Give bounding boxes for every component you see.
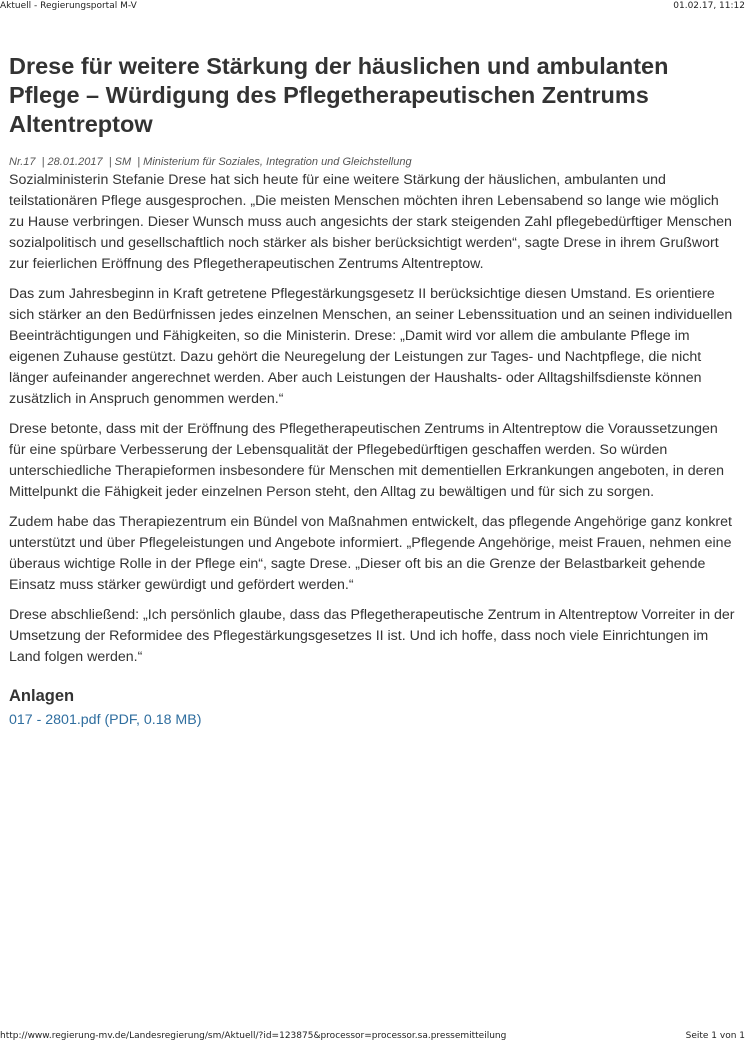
article-paragraph: Sozialministerin Stefanie Drese hat sich heute für eine weitere Stärkung der häuslichen, ambulanten und teilstationären Pflege ausgesprochen. „Die meisten Menschen möchten ihren Lebensabend so lange wie möglich zu Hause verbringen. Dieser Wunsch muss auch angesichts der stark steigenden Zahl pflegebedürftiger Menschen sozialpolitisch und gesellschaftlich noch stärker als bisher berücksichtigt werden“, sagte Drese in ihrem Grußwort zur feierlichen Eröffnung des Pflegetherapeutischen Zentrums Altentreptow.: [9, 172, 732, 272]
article-meta: [9, 155, 737, 169]
meta-separator: |: [131, 156, 144, 168]
article-paragraph: Das zum Jahresbeginn in Kraft getretene Pflegestärkungsgesetz II berücksichtige diesen Umstand. Es orientiere sich stärker an den Bedürfnissen jedes einzelnen Menschen, an seiner Lebenssituation und an seinen individuellen Beeinträchtigungen und Fähigkeiten, so die Ministerin. Drese: „Damit wird vor allem die ambulante Pflege im eigenen Zuhause gestützt. Dazu gehört die Neuregelung der Leistungen zur Tages- und Nachtpflege, die nicht länger aufeinander angerechnet werden. Aber auch Leistungen der Haushalts- oder Alltagshilfsdienste können zusätzlich in Anspruch genommen werden.“: [9, 286, 733, 407]
print-header-title: Aktuell - Regierungsportal M-V: [0, 1, 137, 11]
ministry-name: Ministerium für Soziales, Integration und Gleichstellung: [143, 156, 412, 168]
print-header-datetime: 01.02.17, 11:12: [673, 1, 745, 11]
article: [9, 52, 737, 731]
attachments-heading: Anlagen: [9, 687, 75, 705]
print-footer-url: http://www.regierung-mv.de/Landesregierung/sm/Aktuell/?id=123875&processor=processor.sa.pressemitteilung: [0, 1031, 507, 1041]
attachment-pdf-link[interactable]: 017 - 2801.pdf (PDF, 0.18 MB): [9, 712, 202, 728]
meta-separator: |: [102, 156, 115, 168]
article-paragraph: Zudem habe das Therapiezentrum ein Bündel von Maßnahmen entwickelt, das pflegende Angehörige ganz konkret unterstützt und über Pflegeleistungen und Angebote informiert. „Pflegende Angehörige, meist Frauen, nehmen eine überaus wichtige Rolle in der Pflege ein“, sagte Drese. „Dieser oft bis an die Grenze der Belastbarkeit gehende Einsatz muss stärker gewürdigt und gefördert werden.“: [9, 514, 732, 593]
print-footer-page: Seite 1 von 1: [685, 1031, 745, 1041]
department-short: SM: [114, 156, 132, 168]
article-paragraph: Drese betonte, dass mit der Eröffnung des Pflegetherapeutischen Zentrums in Altentreptow die Voraussetzungen für eine spürbare Verbesserung der Lebensqualität der Pflegebedürftigen geschaffen werden. So würden unterschiedliche Therapieformen insbesondere für Menschen mit dementiellen Erkrankungen angeboten, in deren Mittelpunkt die Fähigkeit jeder einzelnen Person steht, den Alltag zu bewältigen und für sich zu sorgen.: [9, 421, 725, 500]
publication-date: 28.01.2017: [47, 156, 103, 168]
meta-separator: |: [35, 156, 48, 168]
press-release-number: Nr.17: [9, 156, 36, 168]
article-paragraph: Drese abschließend: „Ich persönlich glaube, dass das Pflegetherapeutische Zentrum in Altentreptow Vorreiter in der Umsetzung der Reformidee des Pflegestärkungsgesetzes II ist. Und ich hoffe, dass noch viele Einrichtungen im Land folgen werden.“: [9, 607, 735, 665]
print-header: [0, 1, 745, 11]
print-footer: [0, 1031, 745, 1041]
article-title: Drese für weitere Stärkung der häuslichen und ambulanten Pflege – Würdigung des Pflegetherapeutischen Zentrums Altentreptow: [9, 53, 669, 137]
